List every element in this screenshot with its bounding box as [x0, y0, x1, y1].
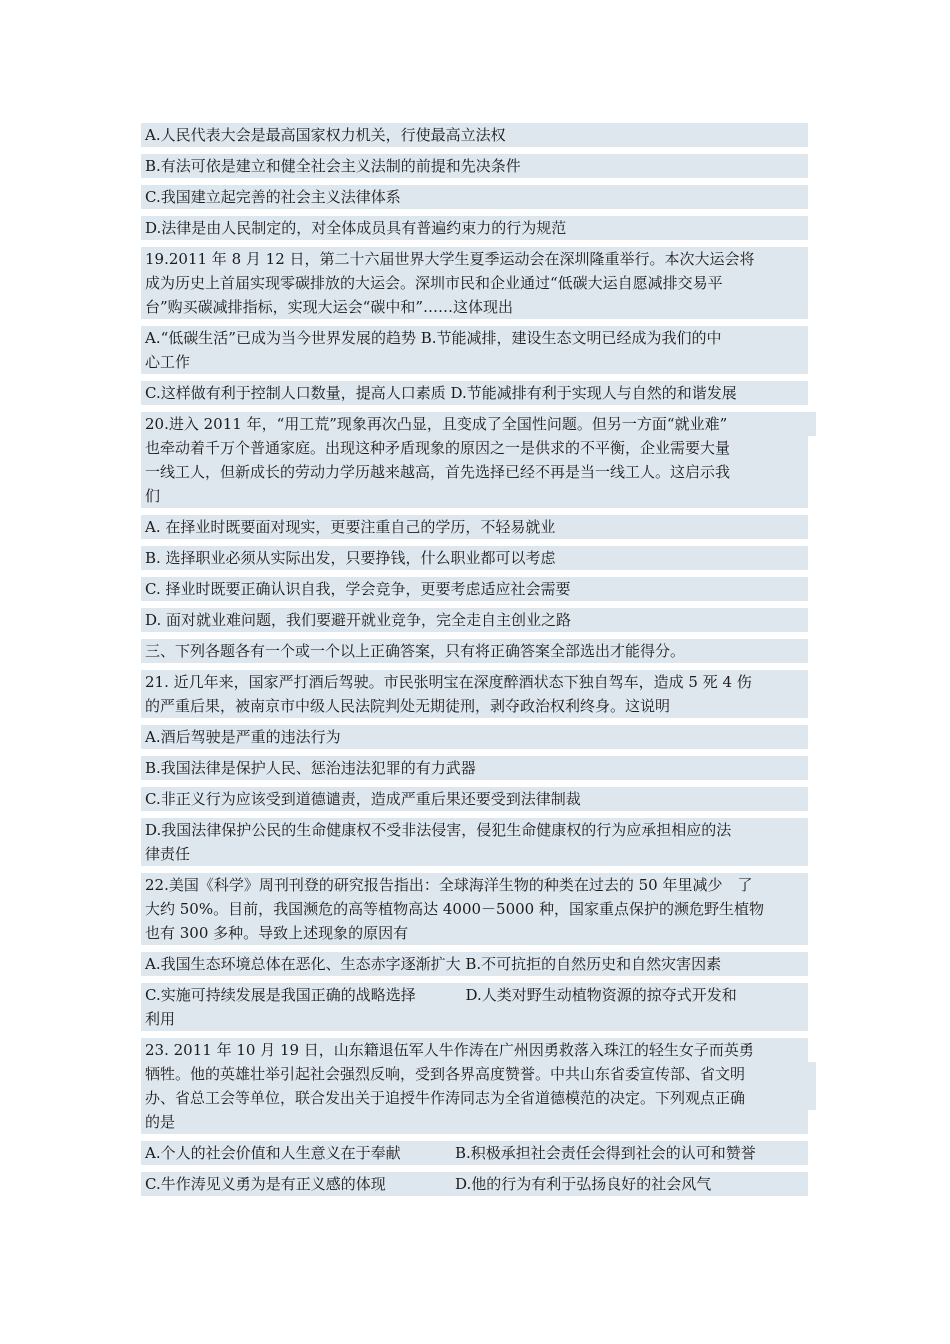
q23-option-b: B.积极承担社会责任会得到社会的认可和赞誉 — [455, 1144, 756, 1162]
q23-option-a: A.个人的社会价值和人生意义在于奉献 — [145, 1144, 401, 1162]
q20-stem-line: 20.进入 2011 年，“用工荒”现象再次凸显，且变成了全国性问题。但另一方面“就业难” — [141, 412, 816, 436]
q19-option-cd: C.这样做有利于控制人口数量，提高人口素质 D.节能减排有利于实现人与自然的和谐发展 — [141, 381, 808, 405]
q23-stem-line: 23. 2011 年 10 月 19 日，山东籍退伍军人牛作涛在广州因勇救落入珠江的轻生女子而英勇 — [141, 1038, 808, 1062]
q21-option-d: D.我国法律保护公民的生命健康权不受非法侵害，侵犯生命健康权的行为应承担相应的法 — [141, 818, 808, 842]
q22-option-cd-cont: 利用 — [141, 1007, 808, 1031]
q22-stem-line: 大约 50%。目前，我国濒危的高等植物高达 4000－5000 种，国家重点保护的濒危野生植物 — [141, 897, 808, 921]
q18-option-a: A.人民代表大会是最高国家权力机关，行使最高立法权 — [141, 123, 808, 147]
q20-option-d: D. 面对就业难问题，我们要避开就业竞争，完全走自主创业之路 — [141, 608, 808, 632]
q23-option-d: D.他的行为有利于弘扬良好的社会风气 — [455, 1175, 712, 1193]
q19-stem-line: 台”购买碳减排指标，实现大运会“碳中和”……这体现出 — [141, 295, 808, 319]
q22-stem-line: 22.美国《科学》周刊刊登的研究报告指出：全球海洋生物的种类在过去的 50 年里减少 了 — [141, 873, 808, 897]
q21-option-b: B.我国法律是保护人民、惩治违法犯罪的有力武器 — [141, 756, 808, 780]
q22-option-ab: A.我国生态环境总体在恶化、生态赤字逐渐扩大 B.不可抗拒的自然历史和自然灾害因素 — [141, 952, 808, 976]
exam-page — [141, 123, 808, 1203]
q18-option-c: C.我国建立起完善的社会主义法律体系 — [141, 185, 808, 209]
section3-heading: 三、下列各题各有一个或一个以上正确答案，只有将正确答案全部选出才能得分。 — [141, 639, 808, 663]
q22-stem-line: 也有 300 多种。导致上述现象的原因有 — [141, 921, 808, 945]
q23-option-c: C.牛作涛见义勇为是有正义感的体现 — [145, 1175, 386, 1193]
q19-option-ab: A.“低碳生活”已成为当今世界发展的趋势 B.节能减排，建设生态文明已经成为我们的中 — [141, 326, 808, 350]
q23-stem-line: 的是 — [141, 1110, 808, 1134]
q23-options-row — [141, 1172, 808, 1196]
q21-stem-line: 的严重后果，被南京市中级人民法院判处无期徒刑，剥夺政治权利终身。这说明 — [141, 694, 808, 718]
q19-stem-line: 19.2011 年 8 月 12 日，第二十六届世界大学生夏季运动会在深圳隆重举行。本次大运会将 — [141, 247, 808, 271]
q20-stem-line: 也牵动着千万个普通家庭。出现这种矛盾现象的原因之一是供求的不平衡，企业需要大量 — [141, 436, 808, 460]
q20-stem-line: 们 — [141, 484, 808, 508]
q20-option-c: C. 择业时既要正确认识自我，学会竞争，更要考虑适应社会需要 — [141, 577, 808, 601]
q21-option-c: C.非正义行为应该受到道德谴责，造成严重后果还要受到法律制裁 — [141, 787, 808, 811]
q19-stem-line: 成为历史上首届实现零碳排放的大运会。深圳市民和企业通过“低碳大运自愿减排交易平 — [141, 271, 808, 295]
q21-option-d-cont: 律责任 — [141, 842, 808, 866]
q18-option-b: B.有法可依是建立和健全社会主义法制的前提和先决条件 — [141, 154, 808, 178]
q23-stem-line: 牺牲。他的英雄壮举引起社会强烈反响，受到各界高度赞誉。中共山东省委宣传部、省文明 — [141, 1062, 816, 1086]
q21-option-a: A.酒后驾驶是严重的违法行为 — [141, 725, 808, 749]
q23-options-row — [141, 1141, 808, 1165]
q21-stem-line: 21. 近几年来，国家严打酒后驾驶。市民张明宝在深度醉酒状态下独自驾车，造成 5 死 4 伤 — [141, 670, 808, 694]
q20-option-a: A. 在择业时既要面对现实，更要注重自己的学历，不轻易就业 — [141, 515, 808, 539]
q18-option-d: D.法律是由人民制定的，对全体成员具有普遍约束力的行为规范 — [141, 216, 808, 240]
q19-option-ab-cont: 心工作 — [141, 350, 808, 374]
q23-stem-line: 办、省总工会等单位，联合发出关于追授牛作涛同志为全省道德模范的决定。下列观点正确 — [141, 1086, 816, 1110]
q22-option-cd: C.实施可持续发展是我国正确的战略选择 D.人类对野生动植物资源的掠夺式开发和 — [141, 983, 808, 1007]
q20-option-b: B. 选择职业必须从实际出发，只要挣钱，什么职业都可以考虑 — [141, 546, 808, 570]
q20-stem-line: 一线工人，但新成长的劳动力学历越来越高，首先选择已经不再是当一线工人。这启示我 — [141, 460, 808, 484]
